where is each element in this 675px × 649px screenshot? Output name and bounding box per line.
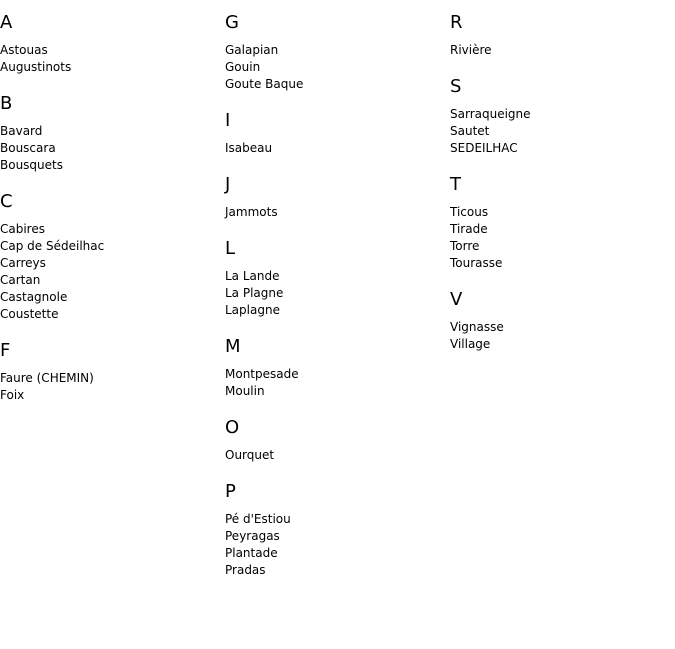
letter-heading: A <box>0 12 13 33</box>
street-list <box>450 197 670 277</box>
street-link[interactable]: Pé d'Estiou <box>225 512 291 526</box>
index-column <box>225 0 445 584</box>
street-link[interactable]: Ourquet <box>225 448 275 462</box>
letter-heading: L <box>225 238 236 259</box>
street-link[interactable]: Gouin <box>225 60 261 74</box>
street-link[interactable]: Foix <box>0 388 25 402</box>
street-list <box>0 116 220 179</box>
street-link[interactable]: Jammots <box>225 205 278 219</box>
street-list <box>225 133 445 162</box>
street-link[interactable]: Village <box>450 337 491 351</box>
letter-group-g <box>225 0 445 98</box>
street-link[interactable]: Pradas <box>225 563 266 577</box>
letter-group-r <box>450 0 670 64</box>
street-link[interactable]: Goute Baque <box>225 77 304 91</box>
street-link[interactable]: Bousquets <box>0 158 63 172</box>
street-list <box>0 214 220 328</box>
letter-heading: F <box>0 340 11 361</box>
street-link[interactable]: Sarraqueigne <box>450 107 531 121</box>
letter-heading: R <box>450 12 463 33</box>
letter-group-p <box>225 469 445 584</box>
street-link[interactable]: Coustette <box>0 307 59 321</box>
letter-heading: C <box>0 191 13 212</box>
street-link[interactable]: Isabeau <box>225 141 273 155</box>
street-link[interactable]: Torre <box>450 239 480 253</box>
letter-group-f <box>0 328 220 409</box>
street-link[interactable]: Cartan <box>0 273 41 287</box>
street-link[interactable]: La Lande <box>225 269 280 283</box>
letter-group-a <box>0 0 220 81</box>
street-link[interactable]: SEDEILHAC <box>450 141 518 155</box>
street-link[interactable]: Rivière <box>450 43 492 57</box>
street-link[interactable]: Cabires <box>0 222 45 236</box>
letter-heading: J <box>225 174 231 195</box>
street-link[interactable]: Astouas <box>0 43 48 57</box>
letter-heading: P <box>225 481 236 502</box>
street-link[interactable]: Sautet <box>450 124 490 138</box>
letter-heading: S <box>450 76 462 97</box>
street-link[interactable]: Montpesade <box>225 367 299 381</box>
index-column <box>450 0 670 358</box>
street-link[interactable]: Plantade <box>225 546 278 560</box>
letter-heading: O <box>225 417 240 438</box>
street-list <box>225 261 445 324</box>
letter-group-v <box>450 277 670 358</box>
letter-group-j <box>225 162 445 226</box>
street-link[interactable]: Augustinots <box>0 60 72 74</box>
letter-group-c <box>0 179 220 328</box>
letter-group-s <box>450 64 670 162</box>
street-list <box>0 363 220 409</box>
index-column <box>0 0 220 409</box>
street-link[interactable]: Bouscara <box>0 141 56 155</box>
street-list <box>225 504 445 584</box>
street-link[interactable]: Peyragas <box>225 529 280 543</box>
street-link[interactable]: Galapian <box>225 43 279 57</box>
letter-heading: B <box>0 93 13 114</box>
letter-heading: G <box>225 12 239 33</box>
letter-group-t <box>450 162 670 277</box>
letter-heading: M <box>225 336 241 357</box>
letter-heading: T <box>450 174 461 195</box>
street-link[interactable]: Cap de Sédeilhac <box>0 239 105 253</box>
street-list <box>450 99 670 162</box>
street-list <box>225 197 445 226</box>
street-link[interactable]: Moulin <box>225 384 265 398</box>
street-link[interactable]: Ticous <box>450 205 489 219</box>
street-link[interactable]: La Plagne <box>225 286 284 300</box>
letter-group-b <box>0 81 220 179</box>
letter-group-l <box>225 226 445 324</box>
street-list <box>225 440 445 469</box>
street-link[interactable]: Carreys <box>0 256 46 270</box>
letter-group-o <box>225 405 445 469</box>
letter-group-m <box>225 324 445 405</box>
street-link[interactable]: Castagnole <box>0 290 68 304</box>
street-list <box>450 35 670 64</box>
street-link[interactable]: Faure (CHEMIN) <box>0 371 94 385</box>
letter-heading: I <box>225 110 231 131</box>
street-list <box>225 359 445 405</box>
street-list <box>0 35 220 81</box>
street-link[interactable]: Vignasse <box>450 320 504 334</box>
street-list <box>450 312 670 358</box>
street-link[interactable]: Tirade <box>450 222 488 236</box>
street-list <box>225 35 445 98</box>
street-link[interactable]: Bavard <box>0 124 43 138</box>
street-link[interactable]: Tourasse <box>450 256 503 270</box>
street-link[interactable]: Laplagne <box>225 303 280 317</box>
letter-heading: V <box>450 289 463 310</box>
letter-group-i <box>225 98 445 162</box>
